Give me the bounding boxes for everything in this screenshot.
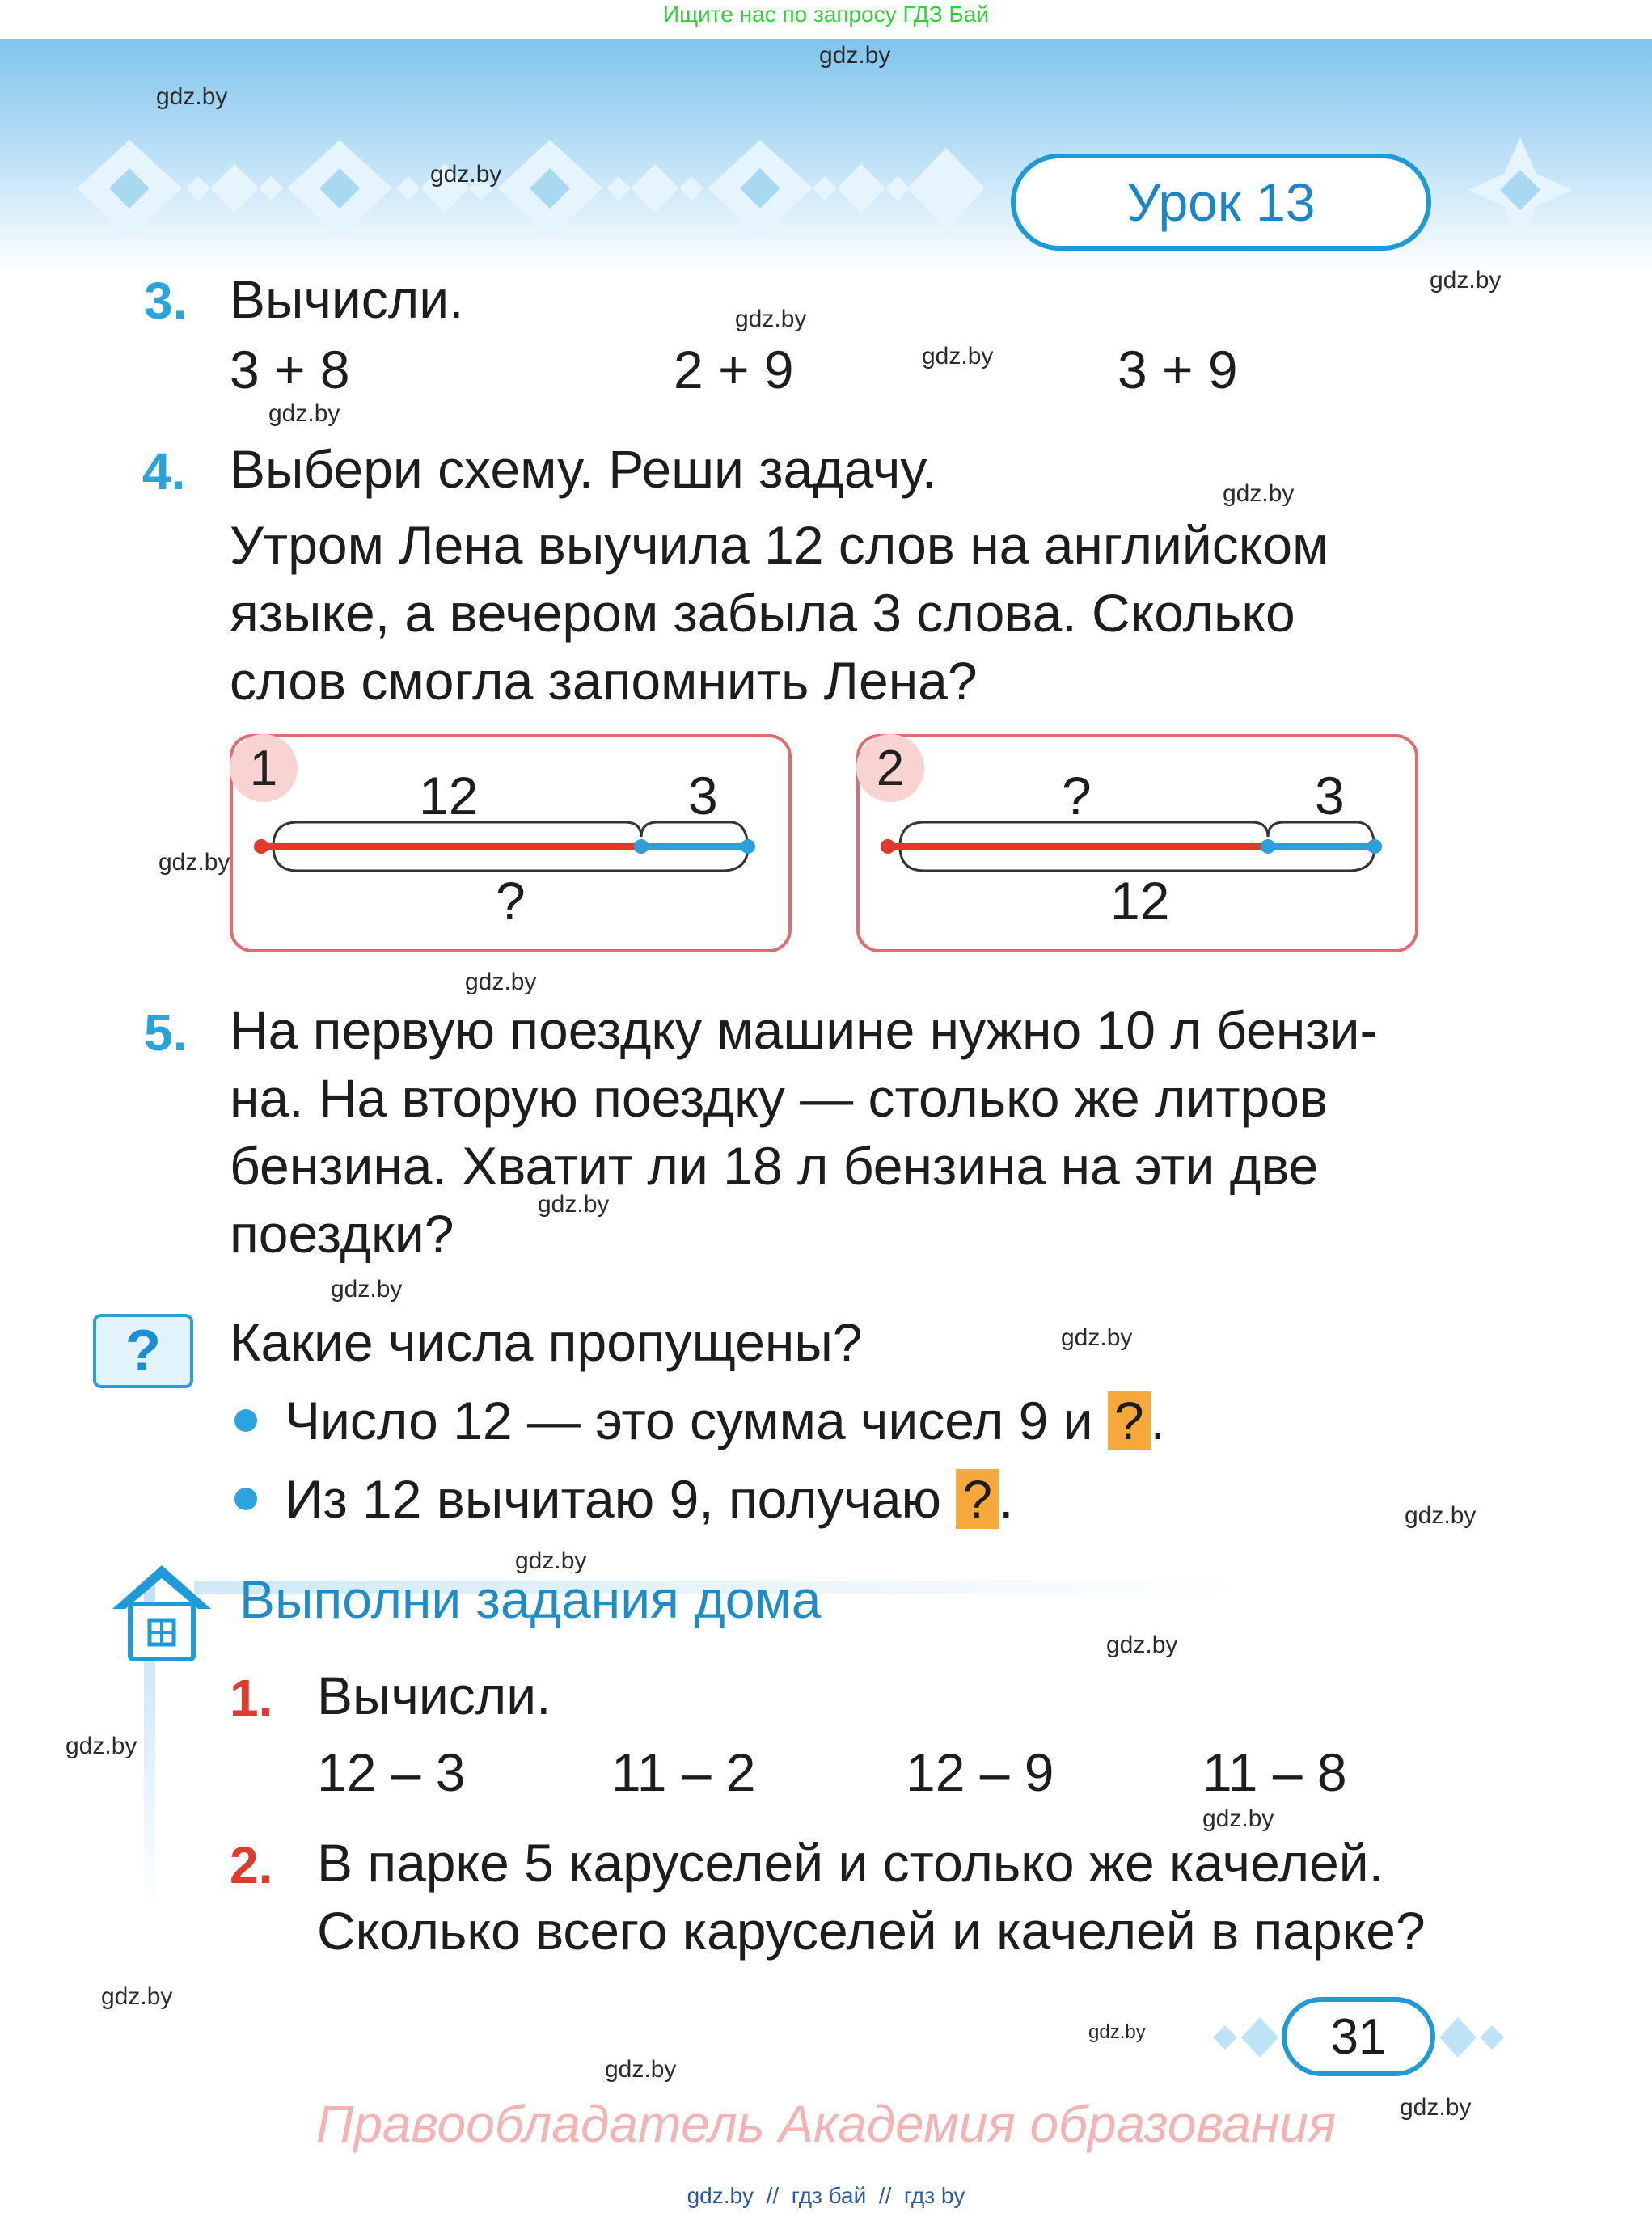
task-number: 3.	[144, 272, 188, 330]
footer-links[interactable]: gdz.by // гдз бай // гдз by	[687, 2183, 965, 2208]
text-line: на. На вторую поездку — столько же литров	[230, 1068, 1329, 1128]
house-icon	[108, 1559, 217, 1668]
text-line: слов смогла запомнить Лена?	[230, 651, 978, 711]
segment-label: 12	[419, 766, 479, 825]
watermark: gdz.by	[156, 83, 228, 110]
expression: 12 – 9	[906, 1742, 1054, 1802]
watermark: gdz.by	[538, 1191, 610, 1218]
text-line: Утром Лена выучила 12 слов на английском	[230, 515, 1329, 575]
segment-label: 3	[1315, 766, 1345, 825]
task-number: 4.	[142, 442, 186, 500]
task-text	[230, 996, 1443, 1268]
watermark: gdz.by	[331, 1276, 403, 1302]
scheme-badge: 2	[856, 734, 924, 802]
text-line: бензина. Хватит ли 18 л бензина на эти две	[230, 1136, 1319, 1196]
expression: 3 + 8	[230, 340, 350, 399]
text-line: Сколько всего каруселей и качелей в парке?	[317, 1901, 1426, 1961]
task-title: Выбери схему. Реши задачу.	[230, 439, 937, 499]
blank-marker: ?	[1108, 1391, 1151, 1450]
task-number: 2.	[230, 1836, 273, 1894]
scheme-1[interactable]	[230, 734, 792, 952]
watermark: gdz.by	[735, 306, 807, 332]
segment-label: ?	[1062, 766, 1092, 825]
expression: 11 – 8	[1202, 1742, 1347, 1802]
watermark: gdz.by	[268, 400, 340, 427]
question-text: Из 12 вычитаю 9, получаю	[285, 1469, 957, 1529]
bullet-icon	[234, 1488, 257, 1510]
watermark: gdz.by	[158, 849, 230, 876]
lesson-badge: Урок 13	[1011, 154, 1431, 251]
watermark: gdz.by	[922, 343, 994, 369]
text-line: На первую поездку машине нужно 10 л бензи-	[230, 1000, 1378, 1060]
watermark: gdz.by	[430, 161, 502, 188]
copyright: Правообладатель Академия образования	[315, 2095, 1337, 2153]
task-text	[230, 511, 1443, 715]
segment-label: 3	[688, 766, 718, 825]
period: .	[1150, 1391, 1165, 1450]
watermark: gdz.by	[819, 42, 891, 69]
bullet-icon	[234, 1409, 257, 1432]
watermark: gdz.by	[515, 1547, 587, 1574]
expression: 3 + 9	[1118, 340, 1238, 399]
watermark: gdz.by	[1405, 1502, 1477, 1529]
snowflake-right-icon	[1468, 137, 1573, 243]
watermark: gdz.by	[65, 1733, 137, 1759]
watermark: gdz.by	[1400, 2094, 1472, 2121]
question-line-1	[285, 1387, 1165, 1454]
page-number: 31	[1282, 1997, 1435, 2076]
top-search-note: Ищите нас по запросу ГДЗ Бай	[662, 2, 990, 27]
question-line-2	[285, 1465, 1013, 1533]
text-line: поездки?	[230, 1204, 454, 1264]
task-number: 1.	[230, 1669, 273, 1727]
watermark: gdz.by	[1088, 2021, 1146, 2043]
watermark: gdz.by	[1202, 1805, 1274, 1832]
task-text	[317, 1829, 1426, 1965]
ornament-icon	[73, 136, 987, 241]
watermark: gdz.by	[465, 969, 537, 995]
watermark: gdz.by	[1430, 267, 1502, 293]
watermark: gdz.by	[605, 2056, 677, 2083]
segment-label: 12	[1110, 871, 1170, 931]
period: .	[999, 1469, 1014, 1529]
watermark: gdz.by	[1061, 1324, 1133, 1351]
scheme-2[interactable]	[856, 734, 1418, 952]
blank-marker: ?	[956, 1469, 999, 1529]
text-line: языке, а вечером забыла 3 слова. Сколько	[230, 583, 1295, 643]
home-title: Выполни задания дома	[239, 1569, 822, 1629]
expression: 2 + 9	[674, 340, 794, 399]
segment-label: ?	[496, 871, 526, 931]
task-number: 5.	[144, 1003, 188, 1062]
expression: 11 – 2	[611, 1742, 756, 1802]
question-title: Какие числа пропущены?	[230, 1312, 863, 1372]
expression: 12 – 3	[317, 1742, 466, 1802]
text-line: В парке 5 каруселей и столько же качелей.	[317, 1833, 1384, 1893]
watermark: gdz.by	[1106, 1632, 1178, 1658]
question-text: Число 12 — это сумма чисел 9 и	[285, 1391, 1108, 1450]
watermark: gdz.by	[101, 1983, 173, 2010]
watermark: gdz.by	[1223, 480, 1295, 507]
scheme-badge: 1	[230, 734, 298, 802]
question-icon: ?	[93, 1314, 193, 1388]
task-title: Вычисли.	[230, 269, 464, 329]
task-title: Вычисли.	[317, 1666, 551, 1725]
